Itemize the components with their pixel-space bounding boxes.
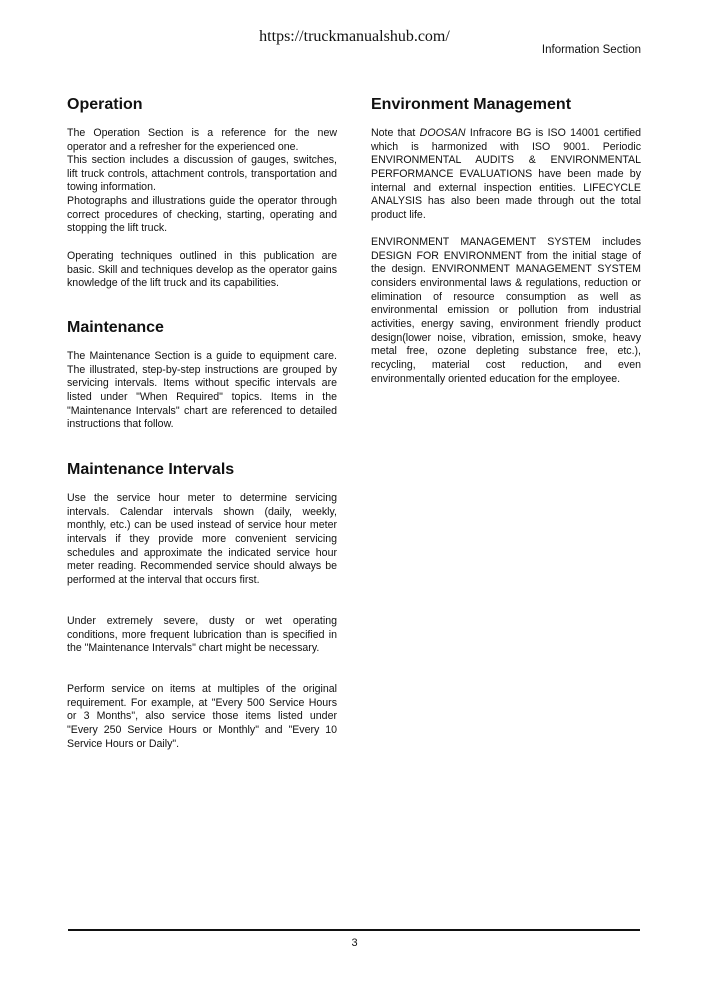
- doosan-brand-name: DOOSAN: [419, 127, 466, 139]
- maintenance-intervals-paragraph: Under extremely severe, dusty or wet operating conditions, more frequent lubrication than is specified in the "Maintenance Intervals" chart might be necessary.: [67, 615, 337, 655]
- maintenance-heading: Maintenance: [67, 319, 164, 336]
- maintenance-intervals-paragraph: Use the service hour meter to determine servicing intervals. Calendar intervals shown (daily, weekly, monthly, etc.) can be used instead of service hour meter intervals if they provide more convenient servicing schedules and approximate the indicated service hour meter reading. Recommended service should always be performed at the interval that occurs first.: [67, 492, 337, 586]
- environment-paragraph-lead: Note that: [371, 127, 420, 139]
- section-label: Information Section: [541, 44, 641, 56]
- operation-paragraph: Photographs and illustrations guide the operator through correct procedures of checking, starting, operating and stopping the lift truck.: [67, 195, 337, 235]
- operation-paragraph: The Operation Section is a reference for the new operator and a refresher for the experienced one.: [67, 127, 337, 153]
- footer-divider: [68, 929, 640, 931]
- maintenance-intervals-heading: Maintenance Intervals: [67, 461, 235, 478]
- maintenance-intervals-paragraph: Perform service on items at multiples of the original requirement. For example, at "Every 500 Service Hours or 3 Months", also service those items listed under "Every 250 Service Hours or Monthly" and "Every 10 Service Hours or Daily".: [67, 683, 337, 750]
- environment-paragraph: [371, 127, 641, 223]
- operation-heading: Operation: [67, 96, 143, 113]
- environment-paragraph-body: Infracore BG is ISO 14001 certified which is harmonized with ISO 9001. Periodic ENVIRONMENTAL AUDITS & ENVIRONMENTAL PERFORMANCE EVALUATIONS have been made by internal and external inspection entities. LIFECYCLE ANALYSIS has also been made through out the total product life.: [371, 127, 641, 221]
- source-url: https://truckmanualshub.com/: [259, 28, 450, 45]
- page-number: 3: [351, 937, 358, 949]
- maintenance-paragraph: The Maintenance Section is a guide to equipment care. The illustrated, step-by-step instructions are grouped by servicing intervals. Items without specific intervals are listed under "When Required" topics. Items in the "Maintenance Intervals" chart are referenced to detailed instructions that follow.: [67, 350, 337, 431]
- operation-paragraph: Operating techniques outlined in this publication are basic. Skill and techniques develop as the operator gains knowledge of the lift truck and its capabilities.: [67, 250, 337, 290]
- environment-management-heading: Environment Management: [371, 96, 572, 113]
- operation-paragraph: This section includes a discussion of gauges, switches, lift truck controls, attachment controls, transportation and towing information.: [67, 154, 337, 194]
- environment-paragraph: ENVIRONMENT MANAGEMENT SYSTEM includes DESIGN FOR ENVIRONMENT from the initial stage of the design. ENVIRONMENT MANAGEMENT SYSTEM considers environmental laws & regulations, reduction or elimination of resource consumption as well as environmental emission or pollution from industrial activities, energy saving, environment friendly product design(lower noise, vibration, emission, smoke, heavy metal free, ozone depleting substance free, etc.), recycling, material cost reduction, and even environmentally oriented education for the employee.: [371, 236, 641, 385]
